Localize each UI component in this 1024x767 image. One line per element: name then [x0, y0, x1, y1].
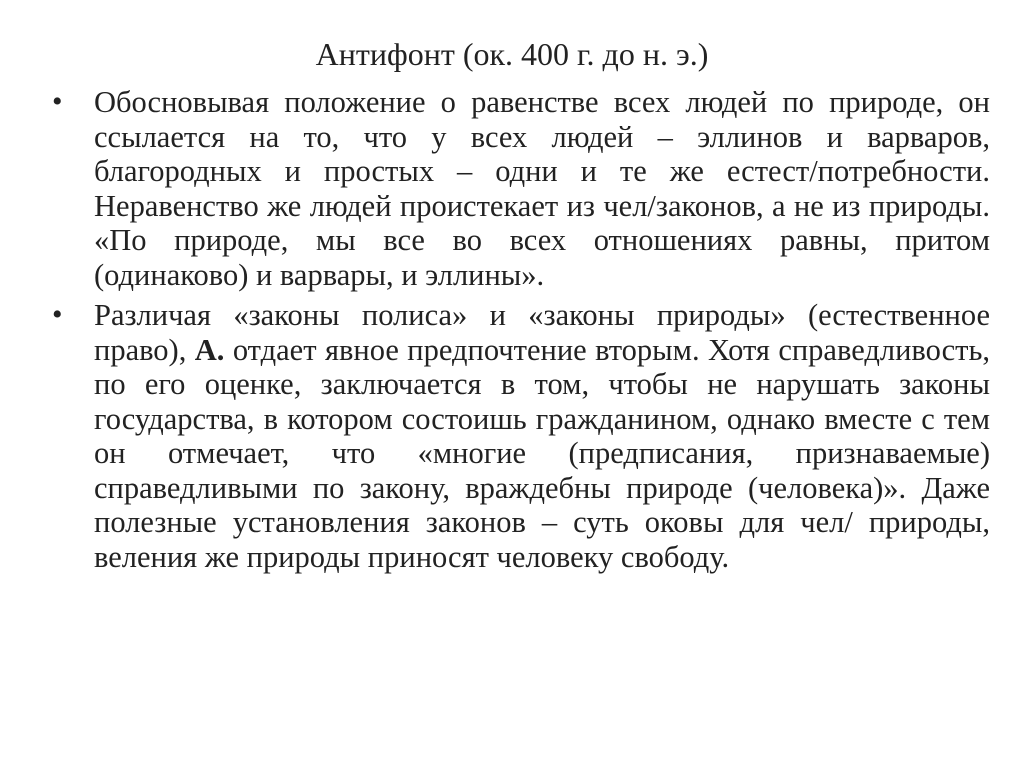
bullet-list — [50, 85, 990, 580]
bullet-text-1-body: Обосновывая положение о равенстве всех людей по природе, он ссылается на то, что у всех людей – эллинов и варваров, благородных и простых – одни и те же естест/потребности. Неравенство же людей проистекает из чел/законов, а не из природы. «По природе, мы все во всех отношениях равны, притом (одинаково) и варвары, и эллины». — [94, 85, 990, 292]
slide-title: Антифонт (ок. 400 г. до н. э.) — [315, 36, 709, 72]
bullet-icon: • — [52, 85, 63, 118]
author-initial: А. — [194, 332, 225, 367]
bullet-text-1 — [94, 85, 990, 292]
bullet-text-2 — [94, 298, 990, 574]
bullet-item-2 — [50, 298, 990, 574]
bullet-icon: • — [52, 298, 63, 331]
bullet-text-2-start: Различая «законы полиса» и «законы природы» (естественное право), — [94, 298, 990, 367]
bullet-text-2-rest: отдает явное предпочтение вторым. Хотя справедливость, по его оценке, заключается в том, чтобы не нарушать законы государства, в котором состоишь гражданином, однако вместе с тем он отмечает, что «многие (предписания, признаваемые) справедливыми по закону, враждебны природе (человека)». Даже полезные установления законов – суть оковы для чел/ природы, веления же природы приносят человеку свободу. — [94, 332, 990, 574]
bullet-item-1 — [50, 85, 990, 292]
